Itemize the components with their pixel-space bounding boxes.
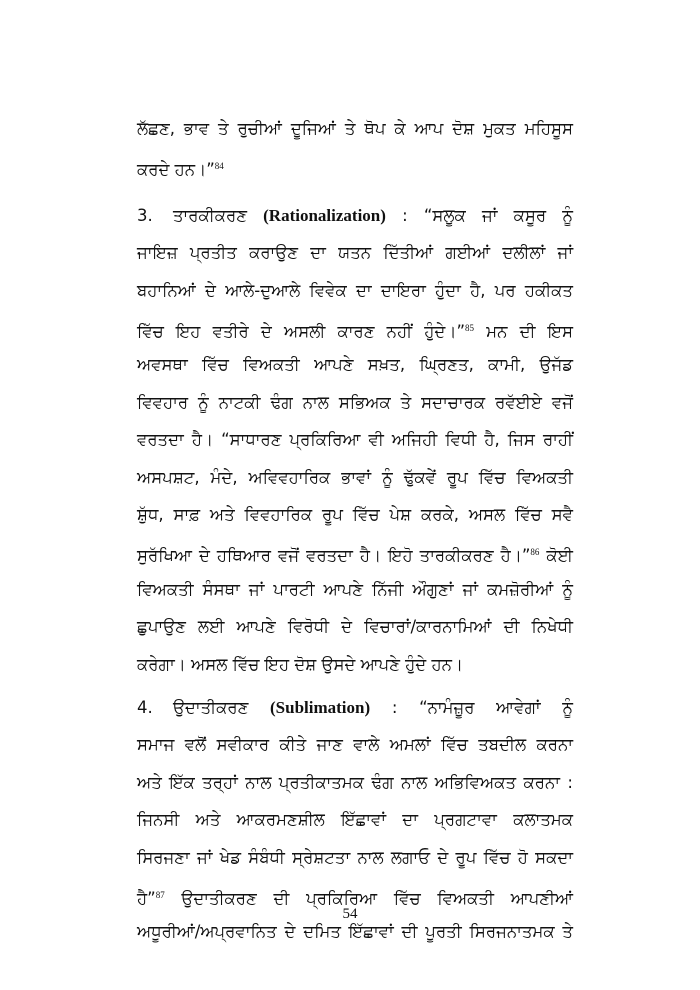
text-line xyxy=(137,579,573,601)
line-text: ਸਿਰਜਣਾ ਜਾਂ ਖੇਡ ਸੰਬੰਧੀ ਸ੍ਰੇਸ਼ਟਤਾ ਨਾਲ ਲਗਾਓ ਦੇ ਰੂਪ ਵਿੱਚ ਹੋ ਸਕਦਾ xyxy=(137,847,573,867)
text-line xyxy=(137,921,573,943)
section-heading-4 xyxy=(137,697,573,719)
line-text: ਬਹਾਨਿਆਂ ਦੇ ਆਲੇ-ਦੁਆਲੇ ਵਿਵੇਕ ਦਾ ਦਾਇਰਾ ਹੁੰਦਾ ਹੈ, ਪਰ ਹਕੀਕਤ xyxy=(137,280,573,300)
text-line xyxy=(137,392,573,414)
line-text: ਕਰੇਗਾ। ਅਸਲ ਵਿੱਚ ਇਹ ਦੋਸ਼ ਉਸਦੇ ਆਪਣੇ ਹੁੰਦੇ ਹਨ। xyxy=(137,654,464,674)
line-text: ਵਿਅਕਤੀ ਸੰਸਥਾ ਜਾਂ ਪਾਰਟੀ ਆਪਣੇ ਨਿੱਜੀ ਔਗੁਣਾਂ ਜਾਂ ਕਮਜ਼ੋਰੀਆਂ ਨੂੰ xyxy=(137,579,573,599)
line-text: ਅਧੂਰੀਆਂ/ਅਪ੍ਰਵਾਨਿਤ ਦੇ ਦਮਿਤ ਇੱਛਾਵਾਂ ਦੀ ਪੂਰਤੀ ਸਿਰਜਨਾਤਮਕ ਤੇ xyxy=(137,922,573,942)
line-text: ਹੈ” xyxy=(137,889,156,908)
text-line xyxy=(137,772,573,794)
line-text: ਛੁਪਾਉਣ ਲਈ ਆਪਣੇ ਵਿਰੋਧੀ ਦੇ ਵਿਚਾਰਾਂ/ਕਾਰਨਾਮਿਆਂ ਦੀ ਨਿਖੇਧੀ xyxy=(137,617,573,637)
line-text: ਵਰਤਦਾ ਹੈ। “ਸਾਧਾਰਣ ਪ੍ਰਕਿਰਿਆ ਵੀ ਅਜਿਹੀ ਵਿਧੀ ਹੈ, ਜਿਸ ਰਾਹੀਂ xyxy=(137,430,573,450)
line-text: ਅਸਪਸ਼ਟ, ਮੰਦੇ, ਅਵਿਵਹਾਰਿਕ ਭਾਵਾਂ ਨੂੰ ਢੁੱਕਵੇਂ ਰੂਪ ਵਿੱਚ ਵਿਅਕਤੀ xyxy=(137,467,573,487)
line-text: ਮਨ ਦੀ ਇਸ xyxy=(474,322,573,341)
line-text: ਕਰਦੇ ਹਨ।” xyxy=(137,160,215,180)
line-text: ਸੁਰੱਖਿਆ ਦੇ ਹਥਿਆਰ ਵਜੋਂ ਵਰਤਦਾ ਹੈ। ਇਹੋ ਤਾਰਕੀਕਰਣ ਹੈ।” xyxy=(137,546,531,566)
section-term: ਤਾਰਕੀਕਰਣ xyxy=(173,205,247,225)
line-text: ਅਵਸਥਾ ਵਿੱਚ ਵਿਅਕਤੀ ਆਪਣੇ ਸਖ਼ਤ, ਘ੍ਰਿਣਤ, ਕਾਮੀ, ਉਜੱਡ xyxy=(137,355,573,375)
line-text: ਸਮਾਜ ਵਲੋਂ ਸਵੀਕਾਰ ਕੀਤੇ ਜਾਣ ਵਾਲੇ ਅਮਲਾਂ ਵਿੱਚ ਤਬਦੀਲ ਕਰਨਾ xyxy=(137,735,573,755)
text-line xyxy=(137,354,573,376)
section-number: 4. xyxy=(137,698,153,717)
text-line xyxy=(137,616,573,638)
section-number: 3. xyxy=(137,205,153,225)
text-line xyxy=(137,317,573,343)
section-term-english: (Rationalization) xyxy=(263,205,386,225)
text-line xyxy=(137,242,573,264)
line-text: ਜਿਨਸੀ ਅਤੇ ਆਕਰਮਣਸ਼ੀਲ ਇੱਛਾਵਾਂ ਦਾ ਪ੍ਰਗਟਾਵਾ ਕਲਾਤਮਕ xyxy=(137,810,573,830)
text-line xyxy=(137,467,573,489)
text-line xyxy=(137,654,573,676)
section-term-english: (Sublimation) xyxy=(270,698,371,717)
text-line xyxy=(137,429,573,451)
footnote-ref: 87 xyxy=(155,890,165,900)
line-text: ਉਦਾਤੀਕਰਣ ਦੀ ਪ੍ਰਕਿਰਿਆ ਵਿੱਚ ਵਿਅਕਤੀ ਆਪਣੀਆਂ xyxy=(164,889,573,908)
footnote-ref: 84 xyxy=(214,161,224,172)
text-line xyxy=(137,118,573,140)
section-term: ਉਦਾਤੀਕਰਣ xyxy=(173,698,249,717)
line-text: ਕੋਈ xyxy=(539,546,573,566)
page-number: 54 xyxy=(342,906,358,922)
line-text: ਵਿੱਚ ਇਹ ਵਤੀਰੇ ਦੇ ਅਸਲੀ ਕਾਰਣ ਨਹੀਂ ਹੁੰਦੇ।” xyxy=(137,322,466,341)
line-text: : “ਨਾਮੰਜ਼ੂਰ ਆਵੇਗਾਂ ਨੂੰ xyxy=(370,698,574,717)
text-line xyxy=(137,734,573,756)
text-line xyxy=(137,847,573,869)
line-text: : “ਸਲੂਕ ਜਾਂ ਕਸੂਰ ਨੂੰ xyxy=(385,205,573,225)
text-line xyxy=(137,280,573,302)
line-text: ਸ਼ੁੱਧ, ਸਾਫ਼ ਅਤੇ ਵਿਵਹਾਰਿਕ ਰੂਪ ਵਿੱਚ ਪੇਸ਼ ਕਰਕੇ, ਅਸਲ ਵਿੱਚ ਸਵੈ xyxy=(137,505,573,524)
footnote-ref: 86 xyxy=(530,547,540,558)
line-text: ਅਤੇ ਇੱਕ ਤਰ੍ਹਾਂ ਨਾਲ ਪ੍ਰਤੀਕਾਤਮਕ ਢੰਗ ਨਾਲ ਅਭਿਵਿਅਕਤ ਕਰਨਾ : xyxy=(137,772,573,792)
text-line xyxy=(137,155,573,181)
text-line xyxy=(137,809,573,831)
text-line xyxy=(137,541,573,567)
line-text: ਜਾਇਜ਼ ਪ੍ਰਤੀਤ ਕਰਾਉਣ ਦਾ ਯਤਨ ਦਿੱਤੀਆਂ ਗਈਆਂ ਦਲੀਲਾਂ ਜਾਂ xyxy=(137,243,573,263)
text-line xyxy=(137,504,573,526)
section-heading-3 xyxy=(137,205,573,227)
line-text: ਲੱਛਣ, ਭਾਵ ਤੇ ਰੁਚੀਆਂ ਦੂਜਿਆਂ ਤੇ ਥੋਪ ਕੇ ਆਪ ਦੋਸ਼ ਮੁਕਤ ਮਹਿਸੂਸ xyxy=(137,119,573,138)
footnote-ref: 85 xyxy=(465,323,475,333)
line-text: ਵਿਵਹਾਰ ਨੂੰ ਨਾਟਕੀ ਢੰਗ ਨਾਲ ਸਭਿਅਕ ਤੇ ਸਦਾਚਾਰਕ ਰਵੱਈਏ ਵਜੋਂ xyxy=(137,392,573,412)
